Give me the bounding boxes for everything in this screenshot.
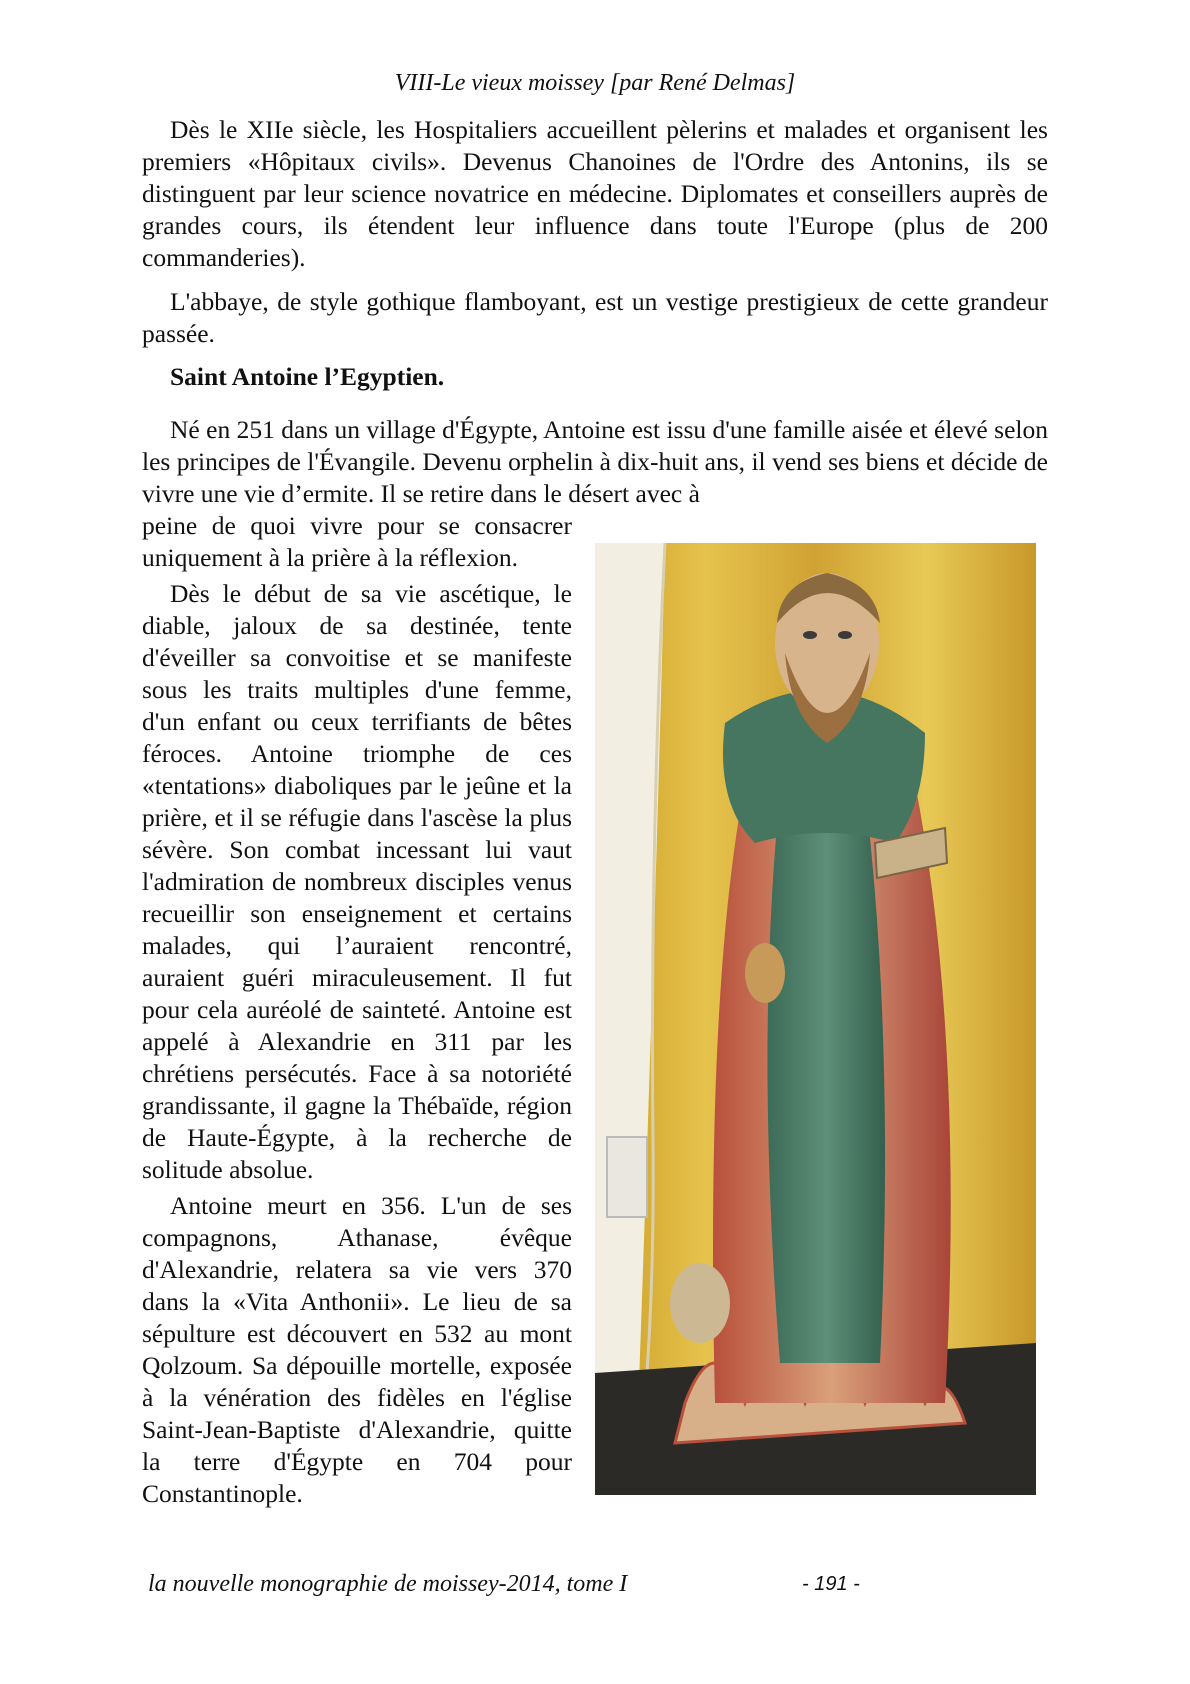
running-header: VIII-Le vieux moissey [par René Delmas] [394, 70, 796, 96]
section-paragraph-1-rest: peine de quoi vivre pour se consacrer uniquement à la prière à la réflexion. [142, 511, 572, 572]
section-paragraph-2: Dès le début de sa vie ascétique, le diable, jaloux de sa destinée, tente d'éveiller sa convoitise et se manifeste sous les traits multiples d'une femme, d'un enfant ou ceux terrifiants de bêtes féroces. Antoine triomphe de ces «tentations» diaboliques par le jeûne et la prière, et il se réfugie dans l'ascèse la plus sévère. Son combat incessant lui vaut l'admiration de nombreux disciples venus recueillir son enseignement et certains malades, qui l’auraient rencontré, auraient guéri miraculeusement. Il fut pour cela auréolé de sainteté. Antoine est appelé à Alexandrie en 311 par les chrétiens persécutés. Face à sa notoriété grandissante, il gagne la Thébaïde, région de Haute-Égypte, à la recherche de solitude absolue. [142, 579, 572, 1184]
statue-photo [595, 543, 1036, 1495]
intro-paragraph-2: L'abbaye, de style gothique flamboyant, est un vestige prestigieux de cette grandeur passée. [142, 287, 1048, 348]
section-heading: Saint Antoine l’Egyptien. [170, 362, 445, 391]
footer-title: la nouvelle monographie de moissey-2014, tome I [148, 1571, 628, 1597]
section-paragraph-3: Antoine meurt en 356. L'un de ses compagnons, Athanase, évêque d'Alexandrie, relatera sa vie vers 370 dans la «Vita Anthonii». Le lieu de sa sépulture est découvert en 532 au mont Qolzoum. Sa dépouille mortelle, exposée à la vénération des fidèles en l'église Saint-Jean-Baptiste d'Alexandrie, quitte la terre d'Égypte en 704 pour Constantinople. [142, 1191, 572, 1508]
narrow-text-column [142, 510, 572, 1514]
intro-block [142, 114, 1048, 284]
section-top-block [142, 414, 1048, 520]
intro-block-2 [142, 286, 1048, 360]
intro-paragraph-1: Dès le XIIe siècle, les Hospitaliers accueillent pèlerins et malades et organisent les premiers «Hôpitaux civils». Devenus Chanoines de l'Ordre des Antonins, ils se distinguent par leur science novatrice en médecine. Diplomates et conseillers auprès de grandes cours, ils étendent leur influence dans toute l'Europe (plus de 200 commanderies). [142, 115, 1048, 272]
section-paragraph-1-top: Né en 251 dans un village d'Égypte, Antoine est issu d'une famille aisée et élevé selon les principes de l'Évangile. Devenu orphelin à dix-huit ans, il vend ses biens et décide de vivre une vie d’ermite. Il se retire dans le désert avec à [142, 415, 1048, 508]
page-number: - 191 - [802, 1573, 860, 1595]
statue-photo-icon [595, 543, 1036, 1495]
